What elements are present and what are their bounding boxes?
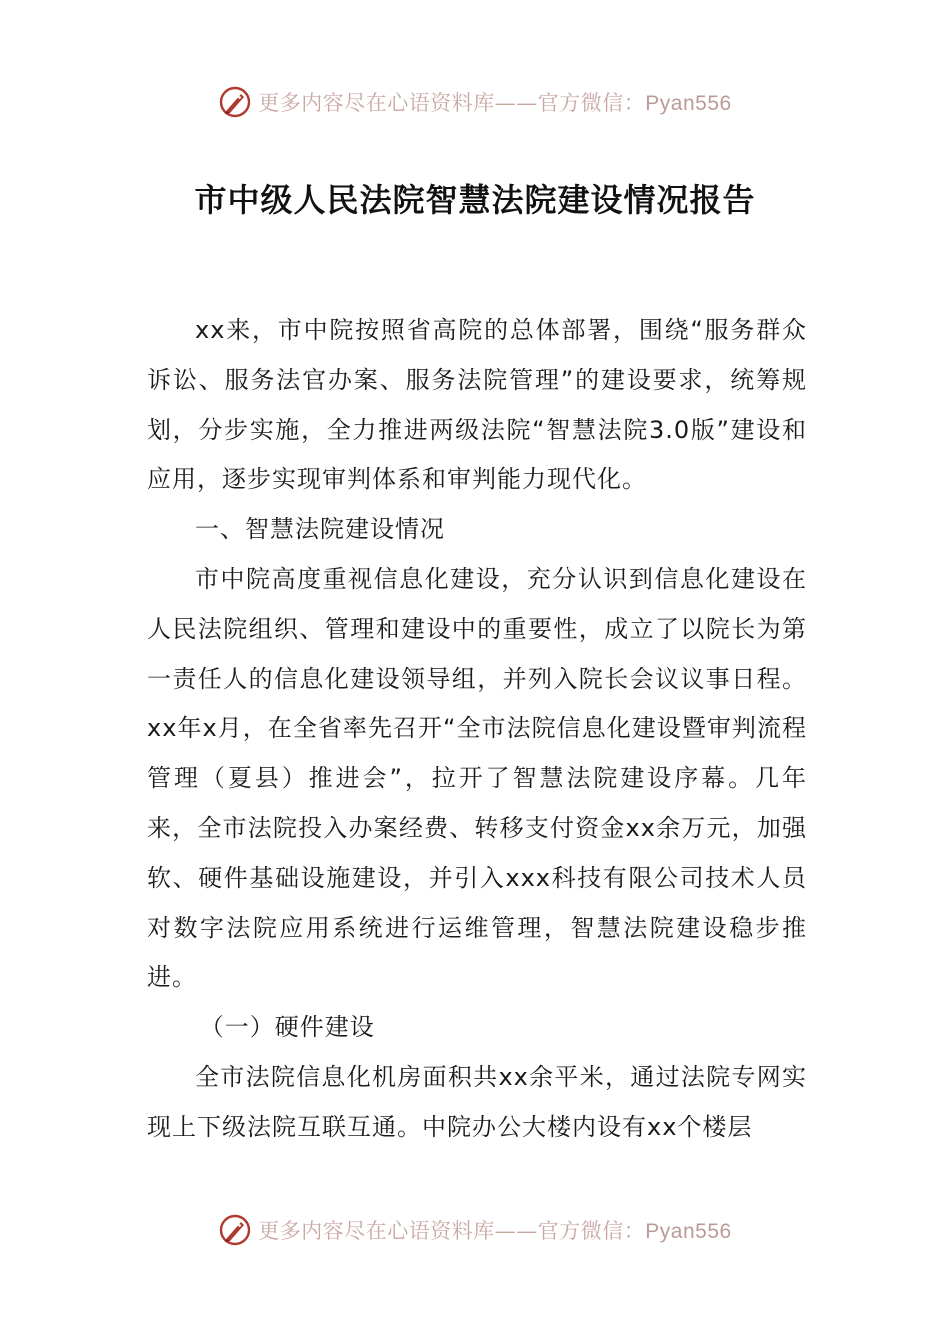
document-body	[147, 306, 807, 1153]
body-paragraph: 全市法院信息化机房面积共xx余平米，通过法院专网实现上下级法院互联互通。中院办公大楼内设有xx个楼层	[147, 1062, 807, 1141]
intro-paragraph: xx来，市中院按照省高院的总体部署，围绕“服务群众诉讼、服务法官办案、服务法院管理”的建设要求，统筹规划，分步实施，全力推进两级法院“智慧法院3.0版”建设和应用，逐步实现审判体系和审判能力现代化。	[147, 316, 807, 494]
header-watermark	[0, 82, 950, 122]
pen-nib-icon	[218, 85, 252, 119]
pen-nib-icon	[218, 1213, 252, 1247]
watermark-text: 更多内容尽在心语资料库——官方微信：Pyan556	[258, 1219, 732, 1243]
watermark-text: 更多内容尽在心语资料库——官方微信：Pyan556	[258, 91, 732, 115]
document-title: 市中级人民法院智慧法院建设情况报告	[194, 181, 756, 219]
section-heading-1: 一、智慧法院建设情况	[195, 515, 445, 544]
footer-watermark	[0, 1210, 950, 1250]
body-paragraph: 市中院高度重视信息化建设，充分认识到信息化建设在人民法院组织、管理和建设中的重要性，成立了以院长为第一责任人的信息化建设领导组，并列入院长会议议事日程。xx年x月，在全省率先召开“全市法院信息化建设暨审判流程管理（夏县）推进会”，拉开了智慧法院建设序幕。几年来，全市法院投入办案经费、转移支付资金xx余万元，加强软、硬件基础设施建设，并引入xxx科技有限公司技术人员对数字法院应用系统进行运维管理，智慧法院建设稳步推进。	[147, 564, 807, 992]
subsection-heading-1: （一）硬件建设	[199, 1013, 375, 1042]
